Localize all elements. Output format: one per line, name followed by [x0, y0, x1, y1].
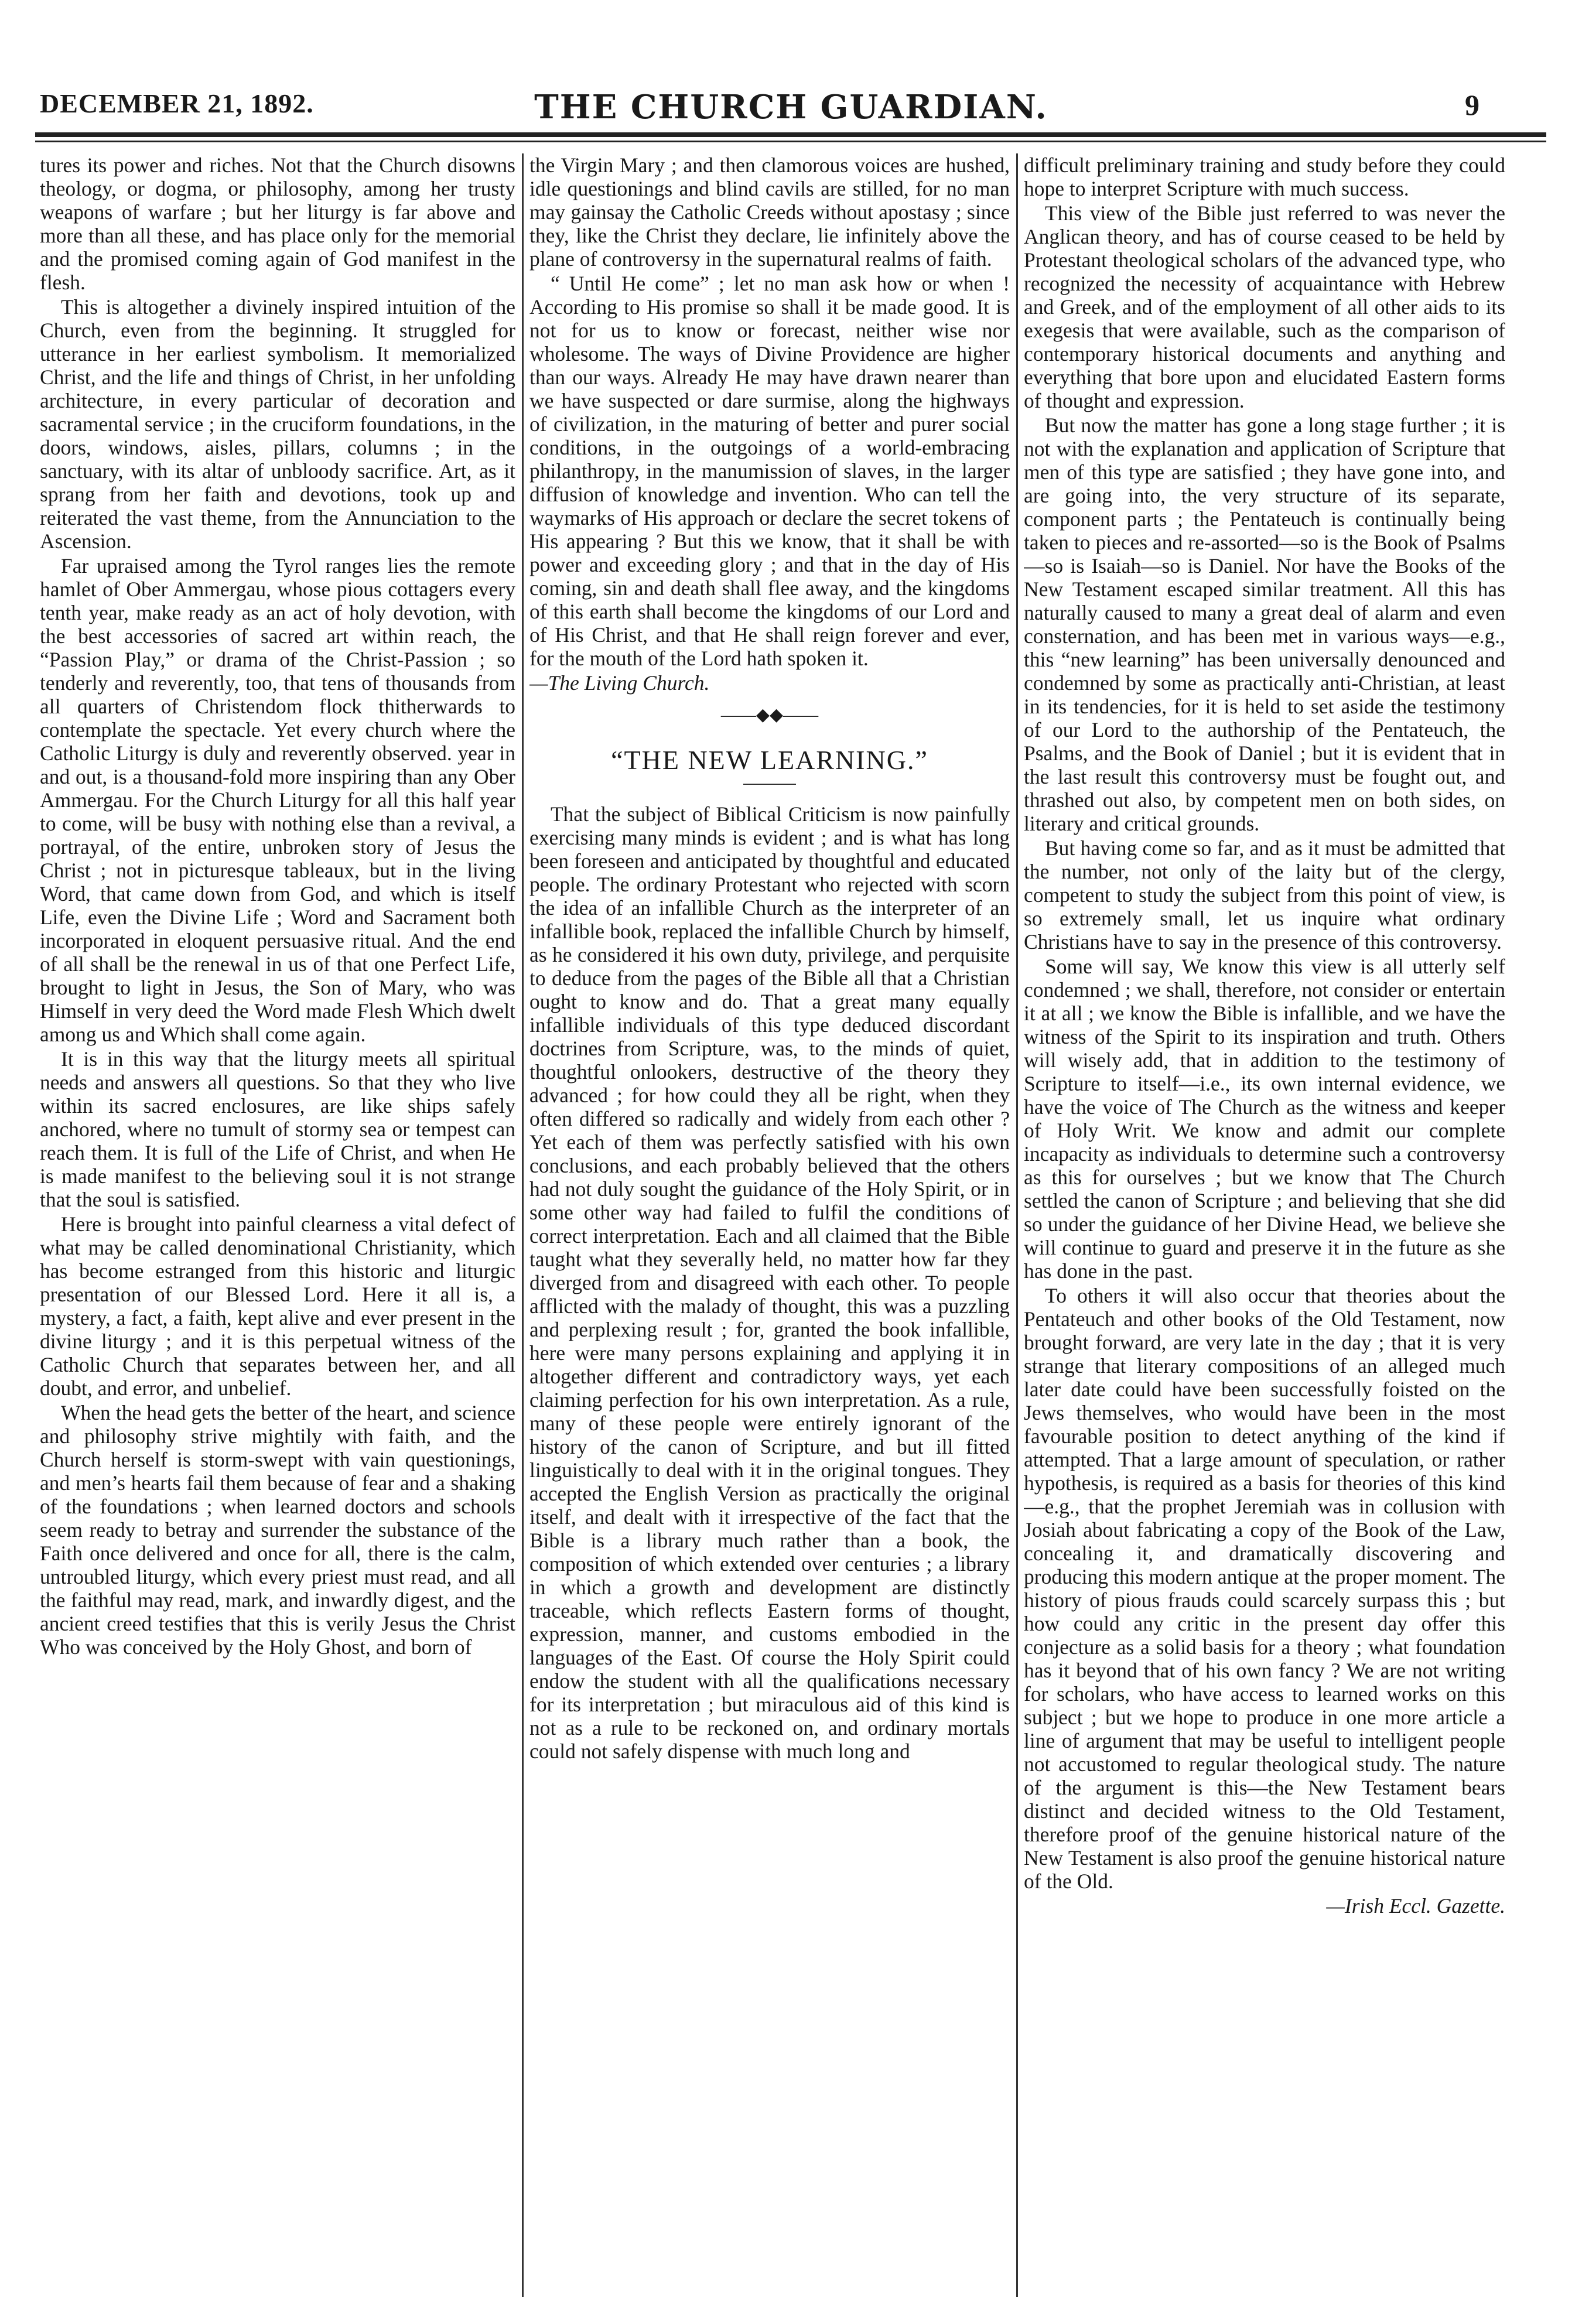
- column-divider: [1016, 153, 1018, 2297]
- article-heading: “THE NEW LEARNING.”: [611, 745, 928, 775]
- ornament-divider: ——◆◆——: [720, 705, 819, 724]
- header-rule-thin: [35, 141, 1546, 142]
- header-rule-thick: [35, 132, 1546, 137]
- issue-date: DECEMBER 21, 1892.: [40, 88, 314, 118]
- paragraph: tures its power and riches. Not that the Church disowns theology, or dogma, or philosophy, among her trusty weapons of warfare ; but her liturgy is far above and more than all these, and has place only for the memorial and the promised coming again of God manifest in the flesh.: [40, 153, 515, 294]
- column-2: [529, 153, 1010, 2303]
- paragraph: the Virgin Mary ; and then clamorous voices are hushed, idle questionings and blind cavils are stilled, for no man may gainsay the Catholic Creeds without apostasy ; since they, like the Christ they declare, lie infinitely above the plane of controversy in the supernatural realms of faith.: [529, 153, 1010, 271]
- source-attribution: —Irish Eccl. Gazette.: [1326, 1894, 1505, 1918]
- paragraph: To others it will also occur that theories about the Pentateuch and other books of the Old Testament, now brought forward, are very late in the day ; that it is very strange that literary compositions of an alleged much later date could have been successfully foisted on the Jews themselves, who would have been in the most favourable position to detect anything of the kind if attempted. That a large amount of speculation, or rather hypothesis, is required as a basis for theories of this kind—e.g., that the prophet Jeremiah was in collusion with Josiah about fabricating a copy of the Book of the Law, concealing it, and dramatically discovering and producing this modern antique at the proper moment. The history of pious frauds could scarcely surpass this ; but how could any critic in the present day offer this conjecture as a solid basis for a theory ; what foundation has it beyond that of his own fancy ? We are not writing for scholars, who have access to learned works on this subject ; but we hope to produce in one more article a line of argument that may be useful to intelligent people not accustomed to regular theological study. The nature of the argument is this—the New Testament bears distinct and decided witness to the Old Testament, therefore proof of the genuine historical nature of the New Testament is also proof the genuine historical nature of the Old.: [1024, 1284, 1505, 1893]
- paragraph: When the head gets the better of the heart, and science and philosophy strive mightily with faith, and the Church herself is storm-swept with vain questionings, and men’s hearts fail them because of fear and a shaking of the foundations ; when learned doctors and schools seem ready to betray and surrender the substance of the Faith once delivered and once for all, there is the calm, untroubled liturgy, which every priest must read, and all the faithful may read, mark, and inwardly digest, and the ancient creed testifies that this is verily Jesus the Christ Who was conceived by the Holy Ghost, and born of: [40, 1401, 515, 1659]
- paragraph: This view of the Bible just referred to was never the Anglican theory, and has of course ceased to be held by Protestant theological scholars of the advanced type, who recognized the necessity of acquaintance with Hebrew and Greek, and of the employment of all other aids to its exegesis that were available, such as the comparison of contemporary historical documents and anything and everything that bore upon and elucidated Eastern forms of thought and expression.: [1024, 201, 1505, 412]
- paragraph: It is in this way that the liturgy meets all spiritual needs and answers all questions. So that they who live within its sacred enclosures, are like ships safely anchored, where no tumult of stormy sea or tempest can reach them. It is full of the Life of Christ, and when He is made manifest to the believing soul it is not strange that the soul is satisfied.: [40, 1047, 515, 1211]
- paragraph: Here is brought into painful clearness a vital defect of what may be called denominational Christianity, which has become estranged from this historic and liturgic presentation of our Blessed Lord. Here it all is, a mystery, a fact, a faith, kept alive and ever present in the divine liturgy ; and it is this perpetual witness of the Catholic Church that separates between her, and all doubt, and error, and unbelief.: [40, 1212, 515, 1400]
- source-attribution: —The Living Church.: [529, 671, 710, 695]
- paragraph: “ Until He come” ; let no man ask how or when ! According to His promise so shall it be made good. It is not for us to know or forecast, neither wise nor wholesome. The ways of Divine Providence are higher than our ways. Already He may have drawn nearer than we have suspected or dare surmise, along the highways of civilization, in the maturing of better and purer social conditions, in the outgoings of a world-embracing philanthropy, in the manumission of slaves, in the larger diffusion of knowledge and invention. Who can tell the waymarks of His approach or declare the secret tokens of His appearing ? But this we know, that it shall be with power and exceeding glory ; and that in the day of His coming, sin and death shall flee away, and the kingdoms of this earth shall become the kingdoms of our Lord and of His Christ, and that He shall reign forever and ever, for the mouth of the Lord hath spoken it.: [529, 272, 1010, 670]
- paragraph: This is altogether a divinely inspired intuition of the Church, even from the beginning. It struggled for utterance in her earliest symbolism. It memorialized Christ, and the life and things of Christ, in her unfolding architecture, in every particular of decoration and sacramental service ; in the cruciform foundations, in the doors, windows, aisles, pillars, columns ; in the sanctuary, with its altar of unbloody sacrifice. Art, as it sprang from her faith and devotions, took up and reiterated the vast theme, from the Annunciation to the Ascension.: [40, 295, 515, 553]
- paragraph: difficult preliminary training and study before they could hope to interpret Scripture with much success.: [1024, 153, 1505, 200]
- paragraph: But now the matter has gone a long stage further ; it is not with the explanation and application of Scripture that men of this type are satisfied ; they have gone into, and are going into, the very structure of its separate, component parts ; the Pentateuch is continually being taken to pieces and re-assorted—so is the Book of Psalms—so is Isaiah—so is Daniel. Nor have the Books of the New Testament escaped similar treatment. All this has naturally caused to many a great deal of alarm and even consternation, and has been met in various ways—e.g., this “new learning” has been universally denounced and condemned by some as practically anti-Christian, at least in its tendencies, for it is held to set aside the testimony of our Lord to the authorship of the Pentateuch, the Psalms, and the Book of Daniel ; but it is evident that in the last result this controversy must be fought out, and thrashed out also, by competent men on both sides, on literary and critical grounds.: [1024, 413, 1505, 835]
- column-1: [40, 153, 515, 2303]
- page-number: 9: [1465, 88, 1480, 121]
- paragraph: That the subject of Biblical Criticism is now painfully exercising many minds is evident ; and is what has long been foreseen and anticipated by thoughtful and educated people. The ordinary Protestant who rejected with scorn the idea of an infallible Church as the interpreter of an infallible book, replaced the infallible Church by himself, as he considered it his own duty, privilege, and perquisite to deduce from the pages of the Bible all that a Christian ought to know and do. That a great many equally infallible individuals of this type deduced discordant doctrines from Scripture, was, to the minds of quiet, thoughtful onlookers, destructive of the theory they advanced ; for how could they all be right, when they often differed so radically and widely from each other ? Yet each of them was perfectly satisfied with his own conclusions, and each probably believed that the others had not duly sought the guidance of the Holy Spirit, or in some other way had failed to fulfil the conditions of correct interpretation. Each and all claimed that the Bible taught what they severally held, no matter how far they diverged from and disagreed with each other. To people afflicted with the malady of thought, this was a puzzling and perplexing result ; for, granted the book infallible, here were many persons explaining and applying it in altogether different and contradictory ways, yet each claiming perfection for his own interpretation. As a rule, many of these people were entirely ignorant of the history of the canon of Scripture, and but ill fitted linguistically to deal with it in the original tongues. They accepted the English Version as practically the original itself, and dealt with it irrespective of the fact that the Bible is a library much rather than a book, the composition of which extended over centuries ; a library in which a growth and development are distinctly traceable, which reflects Eastern forms of thought, expression, manner, and customs embodied in the languages of the East. Of course the Holy Spirit could endow the student with all the qualifications necessary for its interpretation ; but miraculous aid of this kind is not as a rule to be reckoned on, and ordinary mortals could not safely dispense with much long and: [529, 802, 1010, 1763]
- paragraph: Some will say, We know this view is all utterly self condemned ; we shall, therefore, not consider or entertain it at all ; we know the Bible is infallible, and we have the witness of the Spirit to its inspiration and truth. Others will wisely add, that in addition to the testimony of Scripture to itself—i.e., its own internal evidence, we have the voice of The Church as the witness and keeper of Holy Writ. We know and admit our complete incapacity as individuals to determine such a controversy as this for ourselves ; but we know that The Church settled the canon of Scripture ; and believing that she did so under the guidance of her Divine Head, we believe she will continue to guard and preserve it in the future as she has done in the past.: [1024, 955, 1505, 1283]
- masthead-title: THE CHURCH GUARDIAN.: [534, 88, 1048, 127]
- paragraph: But having come so far, and as it must be admitted that the number, not only of the laity but of the clergy, competent to study the subject from this point of view, is so extremely small, let us inquire what ordinary Christians have to say in the presence of this controversy.: [1024, 836, 1505, 953]
- paragraph: Far upraised among the Tyrol ranges lies the remote hamlet of Ober Ammergau, whose pious cottagers every tenth year, make ready as an act of holy devotion, with the best accessories of sacred art within reach, the “Passion Play,” or drama of the Christ-Passion ; so tenderly and reverently, too, that tens of thousands from all quarters of Christendom flock thitherwards to contemplate the spectacle. Yet every church where the Catholic Liturgy is duly and reverently observed. year in and out, is a thousand-fold more inspiring than any Ober Ammergau. For the Church Liturgy for all this half year to come, will be busy with nothing else than a revival, a portrayal, of the entire, unbroken story of Jesus the Christ ; not in picturesque tableaux, but in the living Word, that came down from God, and which is itself Life, even the Divine Life ; Word and Sacrament both incorporated in eloquent persuasive ritual. And the end of all shall be the renewal in us of that one Perfect Life, brought to light in Jesus, the Son of Mary, who was Himself in very deed the Word made Flesh Which dwelt among us and Which shall come again.: [40, 554, 515, 1046]
- column-divider: [522, 153, 524, 2297]
- heading-rule: [743, 784, 796, 785]
- column-3: [1024, 153, 1505, 2303]
